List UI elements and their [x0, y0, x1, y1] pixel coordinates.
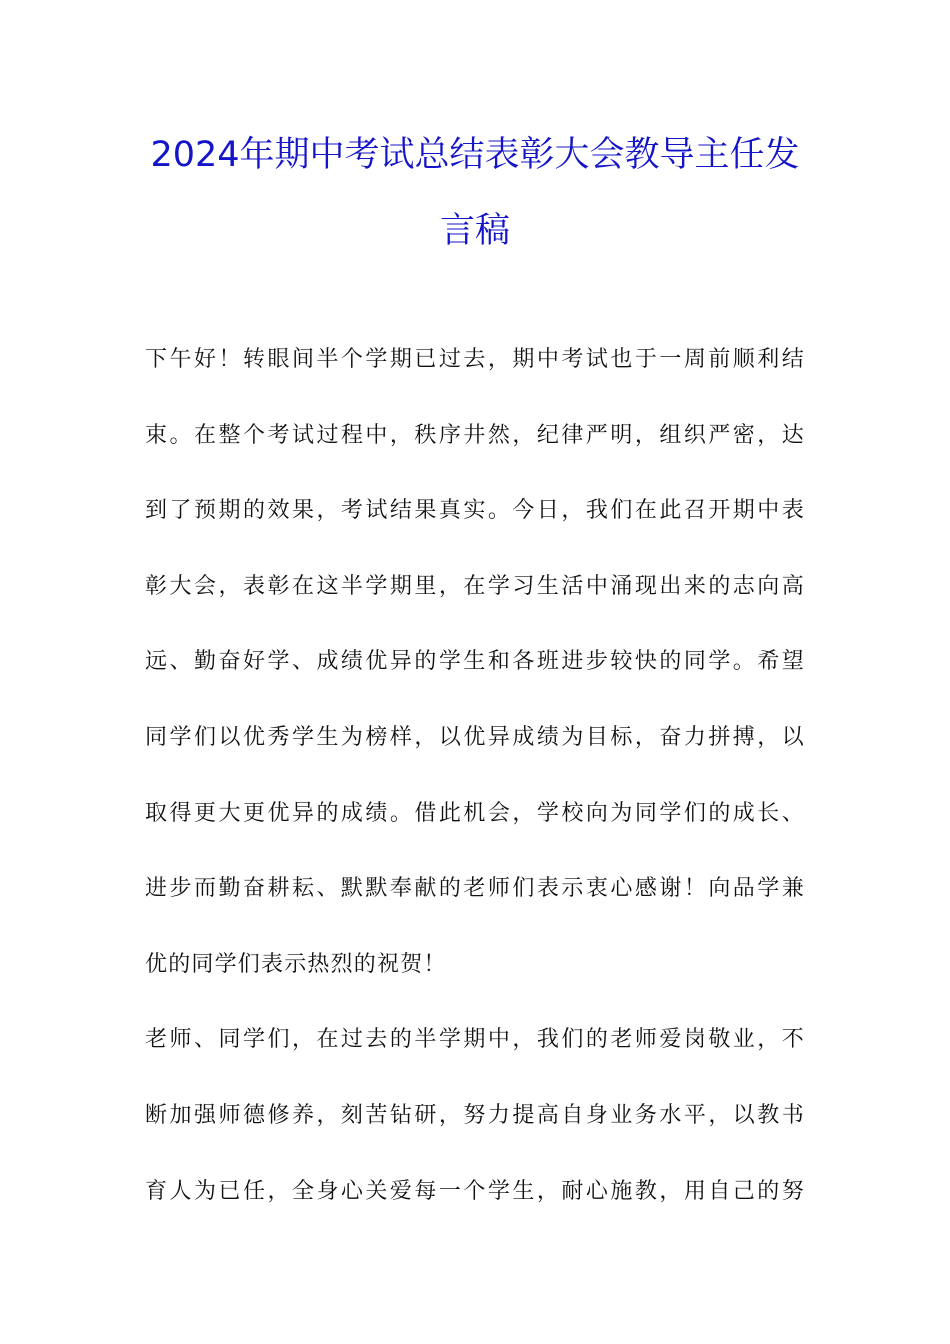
text-line: 进步而勤奋耕耘、默默奉献的老师们表示衷心感谢！向品学兼: [145, 876, 805, 902]
text-line: 下午好！转眼间半个学期已过去，期中考试也于一周前顺利结: [145, 347, 805, 372]
text-line: 育人为已任，全身心关爱每一个学生，耐心施教，用自己的努: [145, 1178, 805, 1204]
text-line: 老师、同学们，在过去的半学期中，我们的老师爱岗敬业，不: [145, 1027, 805, 1053]
text-line: 彰大会，表彰在这半学期里，在学习生活中涌现出来的志向高: [145, 573, 805, 599]
title-line-1: 2024年期中考试总结表彰大会教导主任发: [150, 135, 800, 175]
paragraph-1: [145, 322, 805, 1002]
text-line: 远、勤奋好学、成绩优异的学生和各班进步较快的同学。希望: [145, 649, 805, 675]
text-line: 束。在整个考试过程中，秩序井然，纪律严明，组织严密，达: [145, 422, 805, 448]
document-body: [145, 322, 805, 1229]
text-line: 同学们以优秀学生为榜样，以优异成绩为目标，奋力拼搏，以: [145, 724, 805, 750]
text-line: 断加强师德修养，刻苦钻研，努力提高自身业务水平，以教书: [145, 1102, 805, 1128]
title-line-2: 言稿: [439, 211, 510, 251]
paragraph-2: [145, 1002, 805, 1229]
text-line: 取得更大更优异的成绩。借此机会，学校向为同学们的成长、: [145, 800, 805, 826]
text-line: 到了预期的效果，考试结果真实。今日，我们在此召开期中表: [145, 498, 805, 524]
text-line: 优的同学们表示热烈的祝贺！: [145, 951, 447, 977]
document-title: [120, 117, 830, 269]
